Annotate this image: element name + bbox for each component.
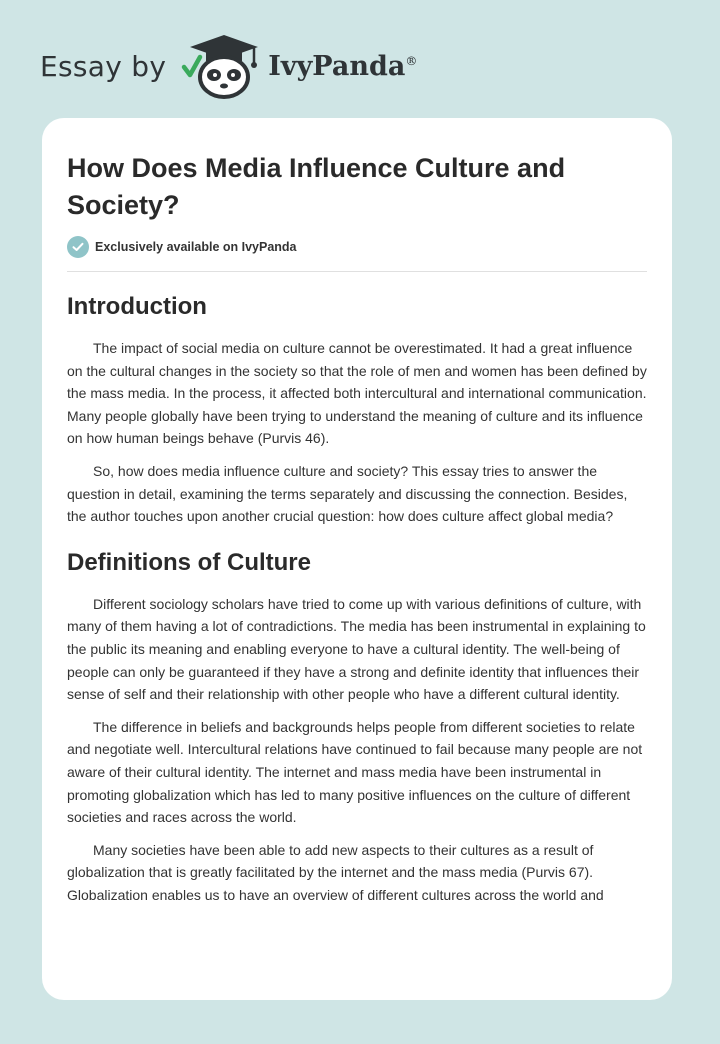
exclusive-badge [67,236,647,272]
page-title: How Does Media Influence Culture and Society? [67,153,566,220]
paragraph: The difference in beliefs and backgrounds helps people from different societies to relate and negotiate well. Intercultural relations have continued to fail because many people are not aware of their cultural identity. The internet and mass media have been instrumental in promoting globalization which has led to many positive influences on the culture of different societies and races across the world. [67,718,643,826]
essay-card [42,118,672,1000]
paragraph: Different sociology scholars have tried to come up with various definitions of culture, with many of them having a lot of contradictions. The media has been instrumental in explaining to the public its meaning and enabling everyone to have a cultural identity. The well-being of people can only be guaranteed if they have a strong and definite identity that influences their sense of self and their relationship with other people who have a different cultural identity. [67,595,646,703]
essay-by-label: Essay by [40,49,167,83]
paragraph: The impact of social media on culture cannot be overestimated. It had a great influence on the cultural changes in the society so that the role of men and women has been defined by the mass media. In the process, it affected both intercultural and international communication. Many people globally have been trying to understand the meaning of culture and its influence on how human beings behave (Purvis 46). [67,340,647,447]
brand-name[interactable]: IvyPanda® [268,50,418,82]
exclusive-badge-label: Exclusively available on IvyPanda [95,240,297,254]
section-heading-introduction: Introduction [67,293,207,320]
paragraph: Many societies have been able to add new aspects to their cultures as a result of globalization that is greatly facilitated by the internet and the mass media (Purvis 67). Globalization enables us to have an overview of different cultures across the world and [67,841,604,903]
paragraph: So, how does media influence culture and society? This essay tries to answer the question in detail, examining the terms separately and discussing the connection. Besides, the author touches upon another crucial question: how does culture affect global media? [67,462,628,525]
panda-logo-icon[interactable] [180,31,262,101]
site-header [40,28,417,104]
section-heading-definitions-of-culture: Definitions of Culture [67,548,311,576]
check-icon [67,236,89,258]
